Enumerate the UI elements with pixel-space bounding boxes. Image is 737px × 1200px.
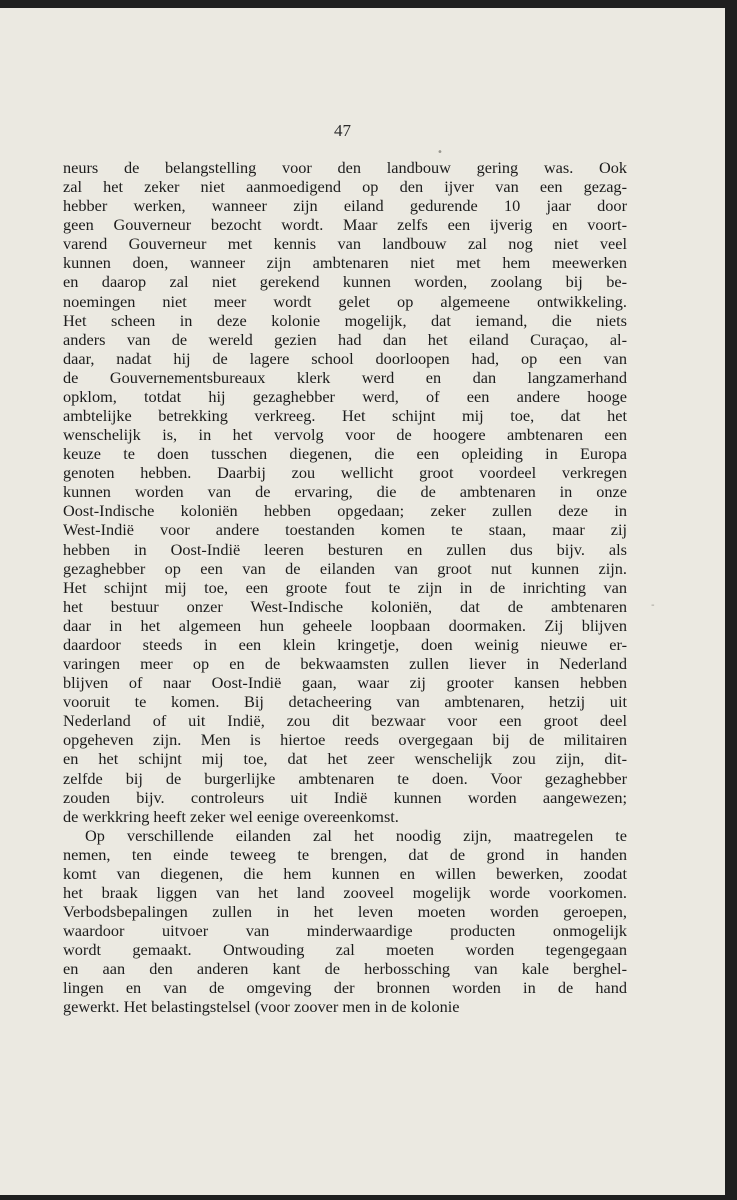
text-line: wenschelijk is, in het vervolg voor de hoogere ambtenaren een xyxy=(63,425,627,445)
text-line: genoten hebben. Daarbij zou wellicht groot voordeel verkregen xyxy=(63,463,627,483)
text-line: de werkkring heeft zeker wel eenige overeenkomst. xyxy=(63,806,399,826)
text-line: Het schijnt mij toe, een groote fout te zijn in de inrichting van xyxy=(63,577,627,597)
text-line: daar in het algemeen hun geheele loopbaan doormaken. Zij blijven xyxy=(63,615,627,635)
text-line: noemingen niet meer wordt gelet op algemeene ontwikkeling. xyxy=(63,291,627,311)
text-line: hebben in Oost-Indië leeren besturen en zullen dus bijv. als xyxy=(63,539,627,559)
text-line: varingen meer op en de bekwaamsten zullen liever in Nederland xyxy=(63,654,627,674)
text-line: varend Gouverneur met kennis van landbouw zal nog niet veel xyxy=(63,234,627,254)
text-line: West-Indië voor andere toestanden komen te staan, maar zij xyxy=(63,520,627,540)
text-line: geen Gouverneur bezocht wordt. Maar zelfs een ijverig en voort- xyxy=(63,215,627,235)
text-line: en aan den anderen kant de herbossching van kale berghel- xyxy=(63,959,627,979)
text-line: Het scheen in deze kolonie mogelijk, dat iemand, die niets xyxy=(63,310,627,330)
text-line: Oost-Indische koloniën hebben opgedaan; zeker zullen deze in xyxy=(63,501,627,521)
text-line: opklom, totdat hij gezaghebber werd, of een andere hooge xyxy=(63,386,627,406)
text-line: vooruit te komen. Bij detacheering van ambtenaren, hetzij uit xyxy=(63,692,627,712)
text-line: zouden bijv. controleurs uit Indië kunnen worden aangewezen; xyxy=(63,787,627,807)
text-line: nemen, ten einde teweeg te brengen, dat de grond in handen xyxy=(63,844,627,864)
text-line: wordt gemaakt. Ontwouding zal moeten worden tegengegaan xyxy=(63,940,627,960)
page-number: 47 xyxy=(334,121,351,140)
text-line: anders van de wereld gezien had dan het eiland Curaçao, al- xyxy=(63,329,627,349)
text-line: waardoor uitvoer van minderwaardige producten onmogelijk xyxy=(63,921,627,941)
text-line: Op verschillende eilanden zal het noodig zijn, maatregelen te xyxy=(85,825,627,845)
text-line: komt van diegenen, die hem kunnen en willen bewerken, zoodat xyxy=(63,863,627,883)
text-line: ambtelijke betrekking verkreeg. Het schijnt mij toe, dat het xyxy=(63,406,627,426)
text-line: Verbodsbepalingen zullen in het leven moeten worden geroepen, xyxy=(63,902,627,922)
text-line: daardoor steeds in een klein kringetje, doen weinig nieuwe er- xyxy=(63,634,627,654)
text-line: gewerkt. Het belastingstelsel (voor zoover men in de kolonie xyxy=(63,997,460,1017)
text-line: gezaghebber op een van de eilanden van groot nut kunnen zijn. xyxy=(63,558,627,578)
text-line: zelfde bij de burgerlijke ambtenaren te doen. Voor gezaghebber xyxy=(63,768,627,788)
text-line: en daarop zal niet gerekend kunnen worden, zoolang bij be- xyxy=(63,272,627,292)
text-line: kunnen doen, wanneer zijn ambtenaren niet met hem meewerken xyxy=(63,253,627,273)
text-line: de Gouvernementsbureaux klerk werd en dan langzamerhand xyxy=(63,367,627,387)
text-line: neurs de belangstelling voor den landbouw gering was. Ook xyxy=(63,158,627,177)
text-line: daar, nadat hij de lagere school doorloopen had, op een van xyxy=(63,348,627,368)
text-line: opgeheven zijn. Men is hiertoe reeds overgegaan bij de militairen xyxy=(63,730,627,750)
scan-speck: • xyxy=(437,147,443,158)
text-line: kunnen worden van de ervaring, die de ambtenaren in onze xyxy=(63,482,627,502)
text-line: lingen en van de omgeving der bronnen worden in de hand xyxy=(63,978,627,998)
text-line: het braak liggen van het land zooveel mogelijk worde voorkomen. xyxy=(63,882,627,902)
text-line: het bestuur onzer West-Indische koloniën, dat de ambtenaren xyxy=(63,596,627,616)
text-line: blijven of naar Oost-Indië gaan, waar zij grooter kansen hebben xyxy=(63,673,627,693)
scan-speck: - xyxy=(651,600,655,611)
body-text xyxy=(63,158,627,1017)
text-line: zal het zeker niet aanmoedigend op den ijver van een gezag- xyxy=(63,177,627,197)
text-line: hebber werken, wanneer zijn eiland gedurende 10 jaar door xyxy=(63,196,627,216)
book-page xyxy=(0,8,725,1195)
text-line: en het schijnt mij toe, dat het zeer wenschelijk zou zijn, dit- xyxy=(63,749,627,769)
text-line: keuze te doen tusschen diegenen, die een opleiding in Europa xyxy=(63,444,627,464)
text-line: Nederland of uit Indië, zou dit bezwaar voor een groot deel xyxy=(63,711,627,731)
